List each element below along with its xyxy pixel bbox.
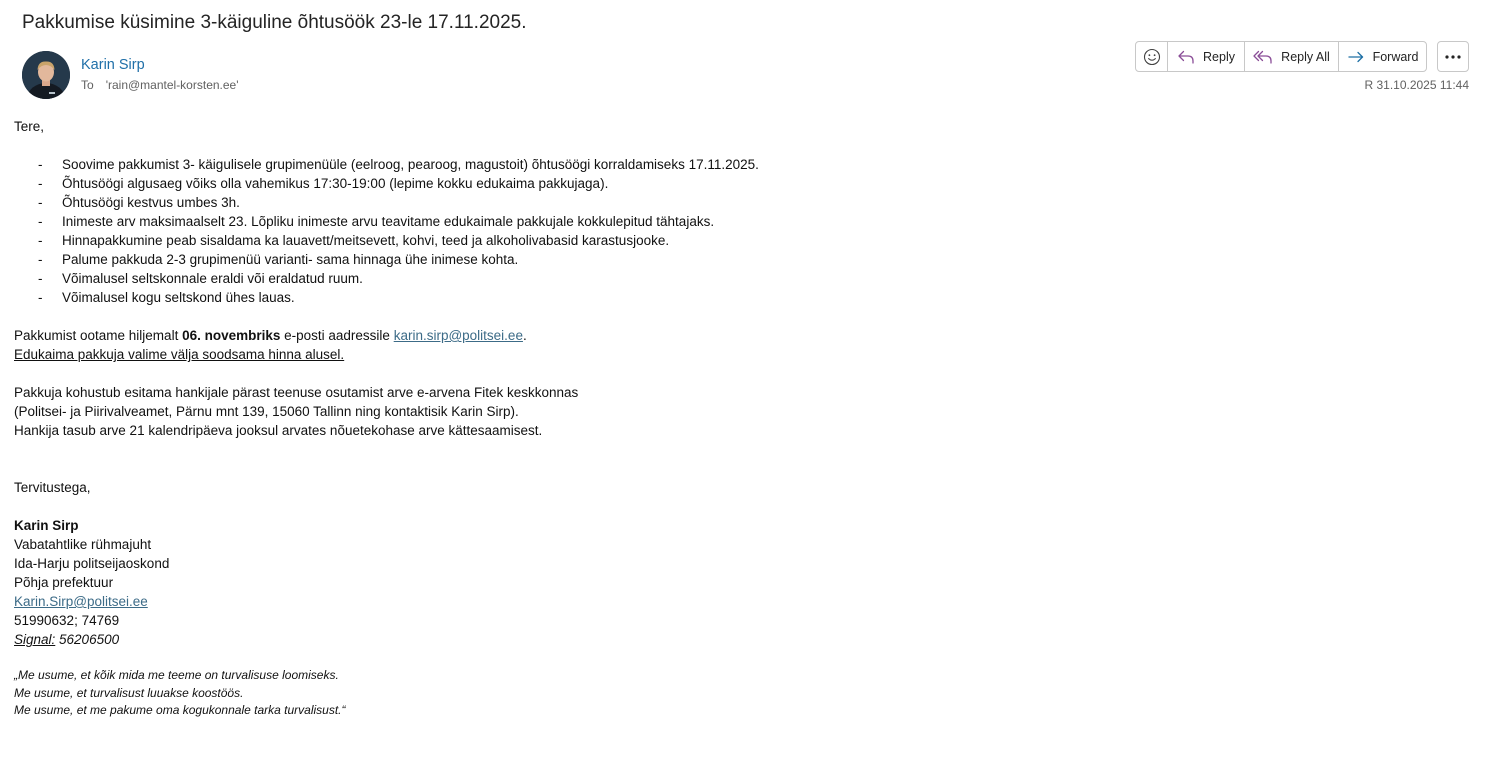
reply-button[interactable]	[1168, 42, 1245, 71]
deadline-date: 06. novembriks	[182, 328, 281, 343]
list-item: - Õhtusöögi kestvus umbes 3h.	[14, 193, 1214, 212]
closing: Tervitustega,	[14, 480, 91, 495]
reply-all-icon	[1253, 49, 1273, 65]
deadline-text-mid: e-posti aadressile	[280, 328, 394, 343]
invoice-line-2: (Politsei- ja Piirivalveamet, Pärnu mnt 139, 15060 Tallinn ning kontaktisik Karin Sirp).	[14, 404, 519, 419]
list-item: - Soovime pakkumist 3- käigulisele grupimenüüle (eelroog, pearoog, magustoit) õhtusöögi korraldamiseks 17.11.2025.	[14, 155, 1214, 174]
signal-number: 56206500	[55, 632, 120, 647]
reaction-button[interactable]	[1136, 42, 1168, 71]
motto-line-2: Me usume, et turvalisust luuakse koostöös.	[14, 685, 244, 700]
deadline-text: Pakkumist ootame hiljemalt	[14, 328, 183, 343]
list-item: - Palume pakkuda 2-3 grupimenüü varianti- sama hinnaga ühe inimese kohta.	[14, 250, 1214, 269]
more-ellipsis-icon	[1444, 54, 1462, 60]
deadline-paragraph	[14, 326, 1214, 345]
invoice-line-1: Pakkuja kohustub esitama hankijale pärast teenuse osutamist arve e-arvena Fitek keskkonnas	[14, 385, 579, 400]
signature-department: Ida-Harju politseijaoskond	[14, 556, 170, 571]
forward-label: Forward	[1372, 49, 1419, 64]
signal-label: Signal:	[14, 632, 56, 647]
list-item: - Õhtusöögi algusaeg võiks olla vahemikus 17:30-19:00 (lepime kokku edukaima pakkujaga).	[14, 174, 1214, 193]
signature-signal	[14, 630, 1214, 649]
invoice-line-3: Hankija tasub arve 21 kalendripäeva jooksul arvates nõuetekohase arve kättesaamisest.	[14, 423, 543, 438]
email-body	[14, 117, 1214, 720]
sender-name[interactable]: Karin Sirp	[81, 57, 145, 73]
smiley-icon	[1143, 48, 1161, 66]
avatar[interactable]	[22, 51, 70, 99]
list-item: - Hinnapakkumine peab sisaldama ka lauavett/meitsevett, kohvi, teed ja alkoholivabasid karastusjooke.	[14, 231, 1214, 250]
forward-button[interactable]	[1339, 42, 1426, 71]
list-item: - Võimalusel kogu seltskond ühes lauas.	[14, 288, 1214, 307]
sent-date: R 31.10.2025 11:44	[1364, 78, 1469, 92]
signature-name	[14, 516, 1214, 535]
reply-label: Reply	[1203, 49, 1235, 64]
signature-email-link[interactable]: Karin.Sirp@politsei.ee	[14, 594, 148, 609]
request-list	[14, 155, 1214, 307]
offer-email-link[interactable]: karin.sirp@politsei.ee	[393, 328, 523, 343]
motto-line-3: Me usume, et me pakume oma kogukonnale tarka turvalisust.“	[14, 703, 346, 717]
signature-title: Vabatahtlike rühmajuht	[14, 537, 152, 552]
signature-phones: 51990632; 74769	[14, 613, 120, 628]
recipient-address[interactable]: 'rain@mantel-korsten.ee'	[105, 78, 239, 92]
sender-photo	[22, 51, 70, 99]
greeting: Tere,	[14, 119, 45, 134]
signature-name-bold: Karin Sirp	[14, 518, 79, 533]
reply-icon	[1177, 49, 1195, 65]
signature-prefecture: Põhja prefektuur	[14, 575, 114, 590]
list-item: - Võimalusel seltskonnale eraldi või eraldatud ruum.	[14, 269, 1214, 288]
reply-all-button[interactable]	[1245, 42, 1339, 71]
message-action-bar	[1135, 41, 1427, 72]
deadline-text-end: .	[522, 328, 527, 343]
forward-arrow-icon	[1347, 49, 1365, 65]
email-subject: Pakkumise küsimine 3-käiguline õhtusöök 23-le 17.11.2025.	[22, 12, 527, 33]
more-actions-button[interactable]	[1437, 41, 1469, 72]
recipient-line	[81, 78, 239, 92]
selection-note: Edukaima pakkuja valime välja soodsama hinna alusel.	[14, 347, 345, 362]
motto-line-1: „Me usume, et kõik mida me teeme on turvalisuse loomiseks.	[14, 668, 339, 682]
list-item: - Inimeste arv maksimaalselt 23. Lõpliku inimeste arvu teavitame edukaimale pakkujale kokkulepitud tähtajaks.	[14, 212, 1214, 231]
reply-all-label: Reply All	[1281, 49, 1330, 64]
to-label: To	[81, 78, 94, 92]
signature-email-line	[14, 592, 1214, 611]
